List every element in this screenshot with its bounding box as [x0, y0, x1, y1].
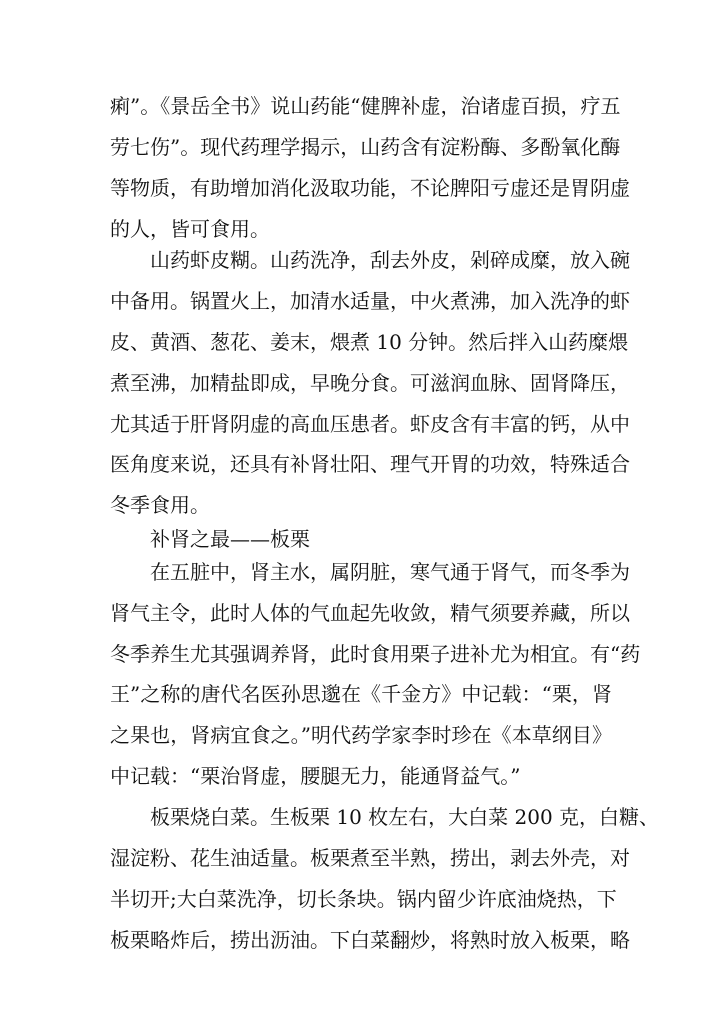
text-line: 医角度来说，还具有补肾壮阳、理气开胃的功效，特殊适合 — [110, 452, 630, 476]
text-line: 半切开;大白菜洗净，切长条块。锅内留少许底油烧热，下 — [110, 887, 617, 911]
text-line: 之果也，肾病宜食之。”明代药学家李时珍在《本草纲目》 — [110, 723, 612, 747]
section-heading: 补肾之最——板栗 — [150, 527, 310, 551]
text-line: 痢”。《景岳全书》说山药能“健脾补虚，治诸虚百损，疗五 — [110, 94, 621, 118]
text-line: 在五脏中，肾主水，属阴脏，寒气通于肾气，而冬季为 — [150, 560, 630, 584]
text-line: 劳七伤”。现代药理学揭示，山药含有淀粉酶、多酚氧化酶 — [110, 135, 621, 159]
text-line: 中备用。锅置火上，加清水适量，中火煮沸，加入洗净的虾 — [110, 289, 630, 313]
text-line: 板栗烧白菜。生板栗 10 枚左右，大白菜 200 克，白糖、 — [150, 805, 660, 829]
text-line: 等物质，有助增加消化汲取功能，不论脾阳亏虚还是胃阴虚 — [110, 176, 630, 200]
text-line: 冬季食用。 — [110, 493, 210, 517]
text-line: 尤其适于肝肾阴虚的高血压患者。虾皮含有丰富的钙，从中 — [110, 412, 630, 436]
text-line: 板栗略炸后，捞出沥油。下白菜翻炒，将熟时放入板栗，略 — [110, 928, 630, 952]
text-line: 的人，皆可食用。 — [110, 217, 270, 241]
text-line: 山药虾皮糊。山药洗净，刮去外皮，剁碎成糜，放入碗 — [150, 248, 630, 272]
text-line: 煮至沸，加精盐即成，早晚分食。可滋润血脉、固肾降压， — [110, 371, 630, 395]
text-line: 王”之称的唐代名医孙思邈在《千金方》中记载：“栗，肾 — [110, 682, 612, 706]
text-line: 中记载：“栗治肾虚，腰腿无力，能通肾益气。” — [110, 764, 521, 788]
text-line: 肾气主令，此时人体的气血起先收敛，精气须要养藏，所以 — [110, 601, 630, 625]
text-line: 湿淀粉、花生油适量。板栗煮至半熟，捞出，剥去外壳，对 — [110, 846, 630, 870]
text-line: 冬季养生尤其强调养肾，此时食用栗子进补尤为相宜。有“药 — [110, 642, 641, 666]
text-line: 皮、黄酒、葱花、姜末，煨煮 10 分钟。然后拌入山药糜煨 — [110, 330, 629, 354]
